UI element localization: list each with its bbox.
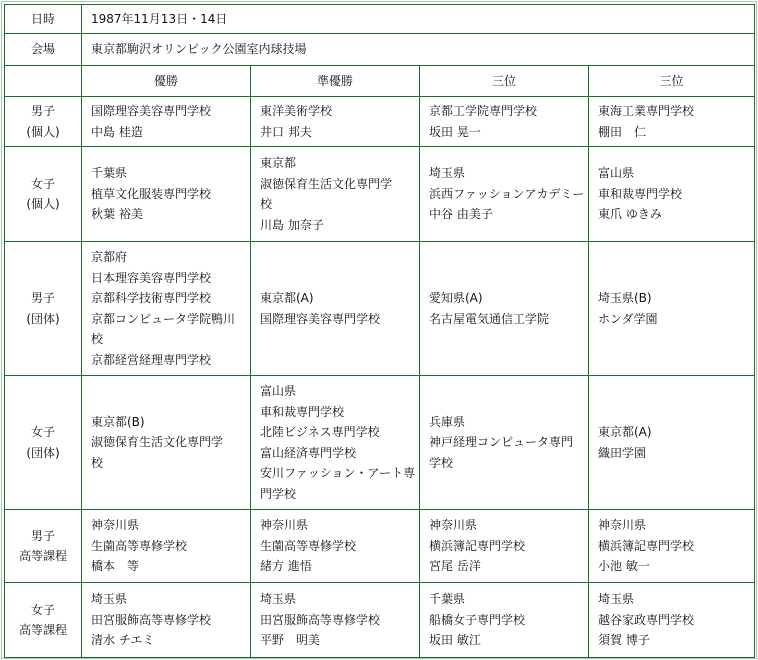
category-label-line: (個人) — [26, 124, 60, 139]
date-label: 日時 — [5, 5, 82, 34]
result-line: 日本理容美容専門学校 — [91, 270, 212, 285]
result-line: 淑徳保育生活文化専門学 — [91, 435, 224, 450]
result-cell-winner — [82, 583, 251, 658]
result-line: 浜西ファッションアカデミー — [429, 186, 585, 201]
result-line: 神奈川県 — [260, 518, 309, 533]
category-label-line: 女子 — [30, 176, 55, 191]
date-row — [5, 5, 755, 34]
venue-label: 会場 — [5, 34, 82, 66]
result-line: 京都府 — [91, 250, 128, 264]
result-line: 埼玉県 — [91, 592, 128, 607]
result-line: 坂田 晃一 — [429, 124, 481, 139]
result-cell-third-place — [589, 583, 755, 658]
result-line: 千葉県 — [91, 166, 128, 181]
result-line: 田宮服飾高等専修学校 — [260, 612, 381, 627]
result-line: 埼玉県 — [429, 166, 466, 181]
result-line: 中島 桂造 — [91, 124, 143, 139]
result-line: 緒方 進悟 — [260, 559, 312, 574]
result-line: 埼玉県 — [598, 592, 635, 607]
category-label-line: (団体) — [26, 445, 60, 460]
results-table — [4, 4, 755, 658]
result-line: 越谷家政専門学校 — [598, 612, 695, 627]
result-line: 富山経済専門学校 — [260, 445, 357, 460]
result-cell-third-place — [420, 97, 589, 147]
result-cell-third-place — [589, 510, 755, 583]
result-line: 植草文化服装専門学校 — [91, 186, 212, 201]
result-row — [5, 510, 755, 583]
result-line: 名古屋電気通信工学院 — [429, 311, 550, 326]
result-line: 織田学園 — [598, 445, 647, 460]
result-cell-runner-up — [251, 147, 420, 242]
result-line: 船橋女子専門学校 — [429, 612, 526, 627]
result-line: 東海工業専門学校 — [598, 104, 695, 118]
result-row — [5, 376, 755, 510]
result-cell-winner — [82, 510, 251, 583]
result-line: 橋本 等 — [91, 559, 140, 574]
result-line: 東京都(A) — [598, 425, 652, 439]
result-line: 埼玉県 — [260, 592, 297, 607]
result-cell-third-place — [420, 510, 589, 583]
category-label — [5, 242, 82, 376]
result-line: 棚田 仁 — [598, 124, 647, 139]
result-line: 東爪 ゆきみ — [598, 207, 662, 222]
result-cell-third-place — [589, 242, 755, 376]
result-cell-winner — [82, 376, 251, 510]
column-header-winner: 優勝 — [82, 66, 251, 97]
result-line: 須賀 博子 — [598, 633, 650, 648]
result-line: 国際理容美容専門学校 — [260, 311, 381, 326]
result-line: 横浜簿記専門学校 — [598, 538, 695, 553]
category-label — [5, 583, 82, 658]
category-label-line: (個人) — [26, 197, 60, 211]
result-line: 富山県 — [260, 384, 297, 398]
result-cell-third-place — [420, 147, 589, 242]
result-cell-runner-up — [251, 376, 420, 510]
category-label — [5, 147, 82, 242]
result-line: 京都科学技術専門学校 — [91, 291, 212, 305]
result-cell-runner-up — [251, 97, 420, 147]
result-line: 田宮服飾高等専修学校 — [91, 612, 212, 627]
result-line: 京都コンピュータ学院鴨川 — [91, 311, 236, 326]
result-line: 車和裁専門学校 — [260, 404, 345, 419]
result-line: 神奈川県 — [429, 518, 478, 533]
category-label-line: 女子 — [30, 602, 55, 617]
venue-value: 東京都駒沢オリンピック公園室内球技場 — [82, 34, 755, 66]
result-line: 安川ファッション・アート専 — [260, 466, 416, 480]
result-line: 校 — [91, 455, 104, 470]
venue-row — [5, 34, 755, 66]
result-line: 校 — [91, 332, 104, 346]
result-line: 神奈川県 — [91, 518, 140, 533]
column-header-third-place: 三位 — [589, 66, 755, 97]
result-line: 淑徳保育生活文化専門学 — [260, 176, 393, 191]
result-cell-third-place — [589, 97, 755, 147]
result-cell-third-place — [420, 583, 589, 658]
result-line: 川島 加奈子 — [260, 217, 324, 232]
result-line: 愛知県(A) — [429, 291, 483, 305]
result-cell-third-place — [589, 147, 755, 242]
column-header-row — [5, 66, 755, 97]
result-cell-winner — [82, 97, 251, 147]
column-header-third-place: 三位 — [420, 66, 589, 97]
results-table-body — [5, 5, 755, 658]
result-line: 埼玉県(B) — [598, 291, 652, 305]
result-line: 富山県 — [598, 166, 635, 181]
category-label-line: 高等課程 — [18, 549, 67, 563]
result-line: 車和裁専門学校 — [598, 186, 683, 201]
result-row — [5, 97, 755, 147]
result-cell-runner-up — [251, 583, 420, 658]
result-line: 国際理容美容専門学校 — [91, 104, 212, 118]
category-label-line: 男子 — [30, 528, 55, 543]
result-line: 東京都 — [260, 156, 297, 170]
result-line: 北陸ビジネス専門学校 — [260, 425, 380, 439]
result-line: 神戸経理コンピュータ専門 — [429, 435, 574, 450]
result-cell-winner — [82, 242, 251, 376]
result-line: 宮尾 岳洋 — [429, 559, 481, 574]
category-label — [5, 510, 82, 583]
result-cell-runner-up — [251, 242, 420, 376]
result-line: 京都工学院専門学校 — [429, 104, 538, 118]
category-label-line: 男子 — [30, 291, 55, 305]
column-header-runner-up: 準優勝 — [251, 66, 420, 97]
result-line: 学校 — [429, 455, 454, 470]
result-line: 東洋美術学校 — [260, 104, 333, 118]
result-line: 兵庫県 — [429, 414, 466, 429]
result-line: 門学校 — [260, 486, 297, 501]
result-line: 清水 チエミ — [91, 633, 155, 648]
corner-cell — [5, 66, 82, 97]
result-row — [5, 583, 755, 658]
result-line: 井口 邦夫 — [260, 124, 312, 139]
result-line: 東京都(B) — [91, 414, 145, 429]
result-line: 秋葉 裕美 — [91, 207, 143, 222]
category-label-line: (団体) — [26, 311, 60, 326]
result-line: 坂田 敏江 — [429, 633, 481, 648]
result-line: 平野 明美 — [260, 633, 321, 648]
result-line: 小池 敏一 — [598, 559, 650, 574]
result-line: 校 — [260, 197, 273, 211]
result-line: 東京都(A) — [260, 291, 314, 305]
result-line: 生薗高等専修学校 — [260, 538, 357, 553]
category-label — [5, 376, 82, 510]
result-line: ホンダ学園 — [598, 311, 658, 326]
result-line: 京都経営経理専門学校 — [91, 352, 212, 367]
result-line: 神奈川県 — [598, 518, 647, 533]
result-line: 生薗高等専修学校 — [91, 538, 188, 553]
result-line: 横浜簿記専門学校 — [429, 538, 526, 553]
result-row — [5, 242, 755, 376]
result-row — [5, 147, 755, 242]
category-label-line: 高等課程 — [18, 623, 67, 637]
result-cell-third-place — [420, 376, 589, 510]
result-cell-third-place — [420, 242, 589, 376]
category-label-line: 女子 — [30, 425, 55, 439]
category-label-line: 男子 — [30, 104, 55, 118]
result-cell-winner — [82, 147, 251, 242]
result-line: 中谷 由美子 — [429, 207, 493, 222]
result-cell-third-place — [589, 376, 755, 510]
date-value: 1987年11月13日・14日 — [82, 5, 755, 34]
result-cell-runner-up — [251, 510, 420, 583]
category-label — [5, 97, 82, 147]
result-line: 千葉県 — [429, 592, 466, 607]
